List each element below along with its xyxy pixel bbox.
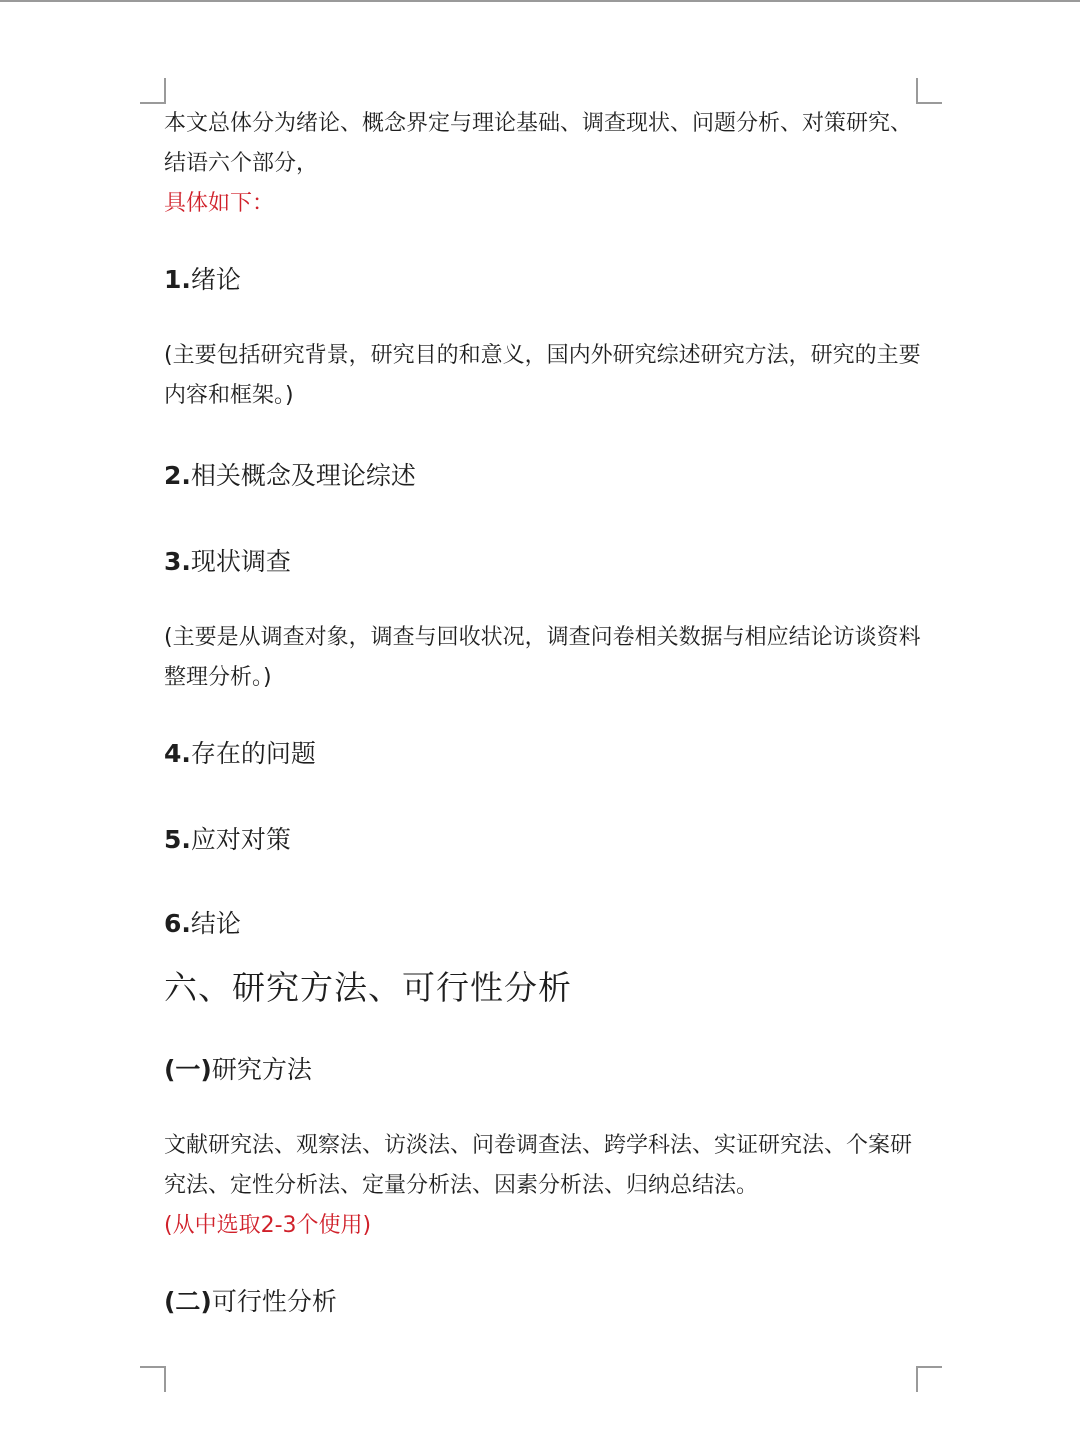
section-number: 3. [164,547,191,576]
section-heading-3 [164,542,924,618]
section-note-text: (主要包括研究背景，研究目的和意义，国内外研究综述研究方法，研究的主要内容和框架。) [164,343,921,408]
section-heading-1 [164,260,924,336]
section-title: 相关概念及理论综述 [190,461,416,490]
section-number: 2. [164,461,191,490]
methods-block [164,1126,924,1282]
section-title: 结论 [190,909,241,938]
intro-block [164,104,924,260]
methods-list: 文献研究法、观察法、访淡法、问卷调查法、跨学科法、实证研究法、个案研究法、定性分析法、定量分析法、因素分析法、归纳总结法。 [164,1133,913,1198]
methods-red-note: (从中选取2-3个使用) [164,1213,372,1238]
crop-mark-bottom-right [916,1366,942,1392]
crop-mark-top-right [916,78,942,104]
section-heading-4 [164,734,924,820]
section-number: 1. [164,265,191,294]
section-1-note [164,336,924,456]
section-title: 应对对策 [190,825,291,854]
crop-mark-bottom-left [140,1366,166,1392]
subsection-number: (二) [164,1287,212,1316]
section-heading-5 [164,820,924,904]
document-body [164,104,924,1322]
section-title: 绪论 [190,265,241,294]
subsection-heading-1 [164,1050,924,1126]
section-note-text: (主要是从调查对象，调查与回收状况，调查问卷相关数据与相应结论访谈资料整理分析。) [164,625,921,690]
section-heading-2 [164,456,924,542]
subsection-title: 研究方法 [211,1055,312,1084]
subsection-number: (一) [164,1055,212,1084]
crop-mark-top-left [140,78,166,104]
intro-paragraph: 本文总体分为绪论、概念界定与理论基础、调查现状、问题分析、对策研究、结语六个部分， [164,111,913,176]
section-heading-6 [164,904,924,964]
section-title: 存在的问题 [190,739,316,768]
section-title: 现状调查 [190,547,291,576]
section-number: 6. [164,909,191,938]
subsection-title: 可行性分析 [211,1287,337,1316]
subsection-heading-2 [164,1282,924,1322]
chapter-title: 六、研究方法、可行性分析 [164,968,572,1007]
section-number: 4. [164,739,191,768]
chapter-6-heading [164,964,924,1050]
section-number: 5. [164,825,191,854]
section-3-note [164,618,924,734]
intro-red-note: 具体如下： [164,191,275,216]
